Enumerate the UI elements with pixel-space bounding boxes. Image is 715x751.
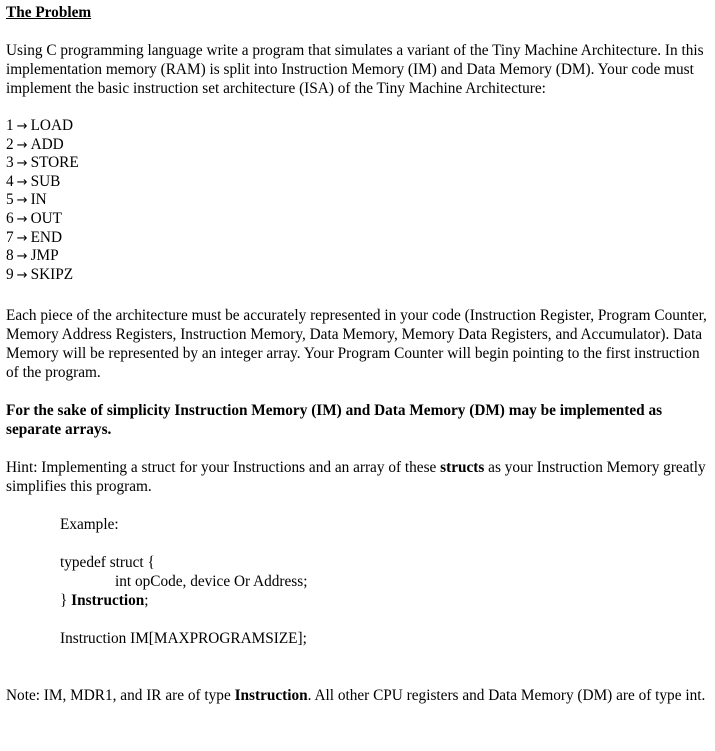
struct-name: Instruction <box>71 592 145 610</box>
isa-item: 3 → STORE <box>6 154 79 172</box>
arrow-icon: → <box>16 137 28 153</box>
code-line-close: } Instruction; <box>60 592 149 610</box>
page-title: The Problem <box>6 4 92 21</box>
arrow-icon: → <box>16 230 28 246</box>
arrow-icon: → <box>16 119 28 134</box>
arrow-icon: → <box>16 211 28 227</box>
code-line-fields: int opCode, device Or Address; <box>115 573 308 591</box>
hint-paragraph: Hint: Implementing a struct for your Instructions and an array of these structs as your Instruction Memory greatly simplifies this program. <box>6 459 706 496</box>
isa-item: 8 → JMP <box>6 247 59 265</box>
isa-item: 4 → SUB <box>6 172 61 190</box>
intro-paragraph: Using C programming language write a program that simulates a variant of the Tiny Machine Architecture. In this implementation memory (RAM) is split into Instruction Memory (IM) and Data Memory (DM). Your code must implement the basic instruction set architecture (ISA) of the Tiny Machine Architecture: <box>6 42 704 97</box>
code-line-array: Instruction IM[MAXPROGRAMSIZE]; <box>60 630 307 648</box>
isa-item: 5 → IN <box>6 191 47 209</box>
isa-item: 7 → END <box>6 228 63 246</box>
simplicity-note: For the sake of simplicity Instruction Memory (IM) and Data Memory (DM) may be implemented as separate arrays. <box>6 402 663 439</box>
example-label: Example: <box>60 516 119 534</box>
arrow-icon: → <box>16 174 28 190</box>
isa-item: 9 → SKIPZ <box>6 265 74 283</box>
isa-item: 1 → LOAD <box>6 117 74 134</box>
arrow-icon: → <box>16 156 28 172</box>
hint-bold-term: structs <box>440 459 485 477</box>
arrow-icon: → <box>16 193 28 209</box>
isa-item: 2 → ADD <box>6 135 64 153</box>
architecture-paragraph: Each piece of the architecture must be accurately represented in your code (Instruction Register, Program Counter, Memory Address Registers, Instruction Memory, Data Memory, Memory Data Registers, and Accumulator). Data Memory will be represented by an integer array. Your Program Counter will begin pointing to the first instruction of the program. <box>6 307 707 382</box>
note-bold-term: Instruction <box>234 687 308 705</box>
isa-item: 6 → OUT <box>6 209 63 227</box>
note-paragraph: Note: IM, MDR1, and IR are of type Instruction. All other CPU registers and Data Memory (DM) are of type int. <box>6 687 706 705</box>
isa-list <box>6 117 715 284</box>
arrow-icon: → <box>16 267 28 283</box>
code-line-typedef: typedef struct { <box>60 554 155 572</box>
arrow-icon: → <box>16 249 28 265</box>
